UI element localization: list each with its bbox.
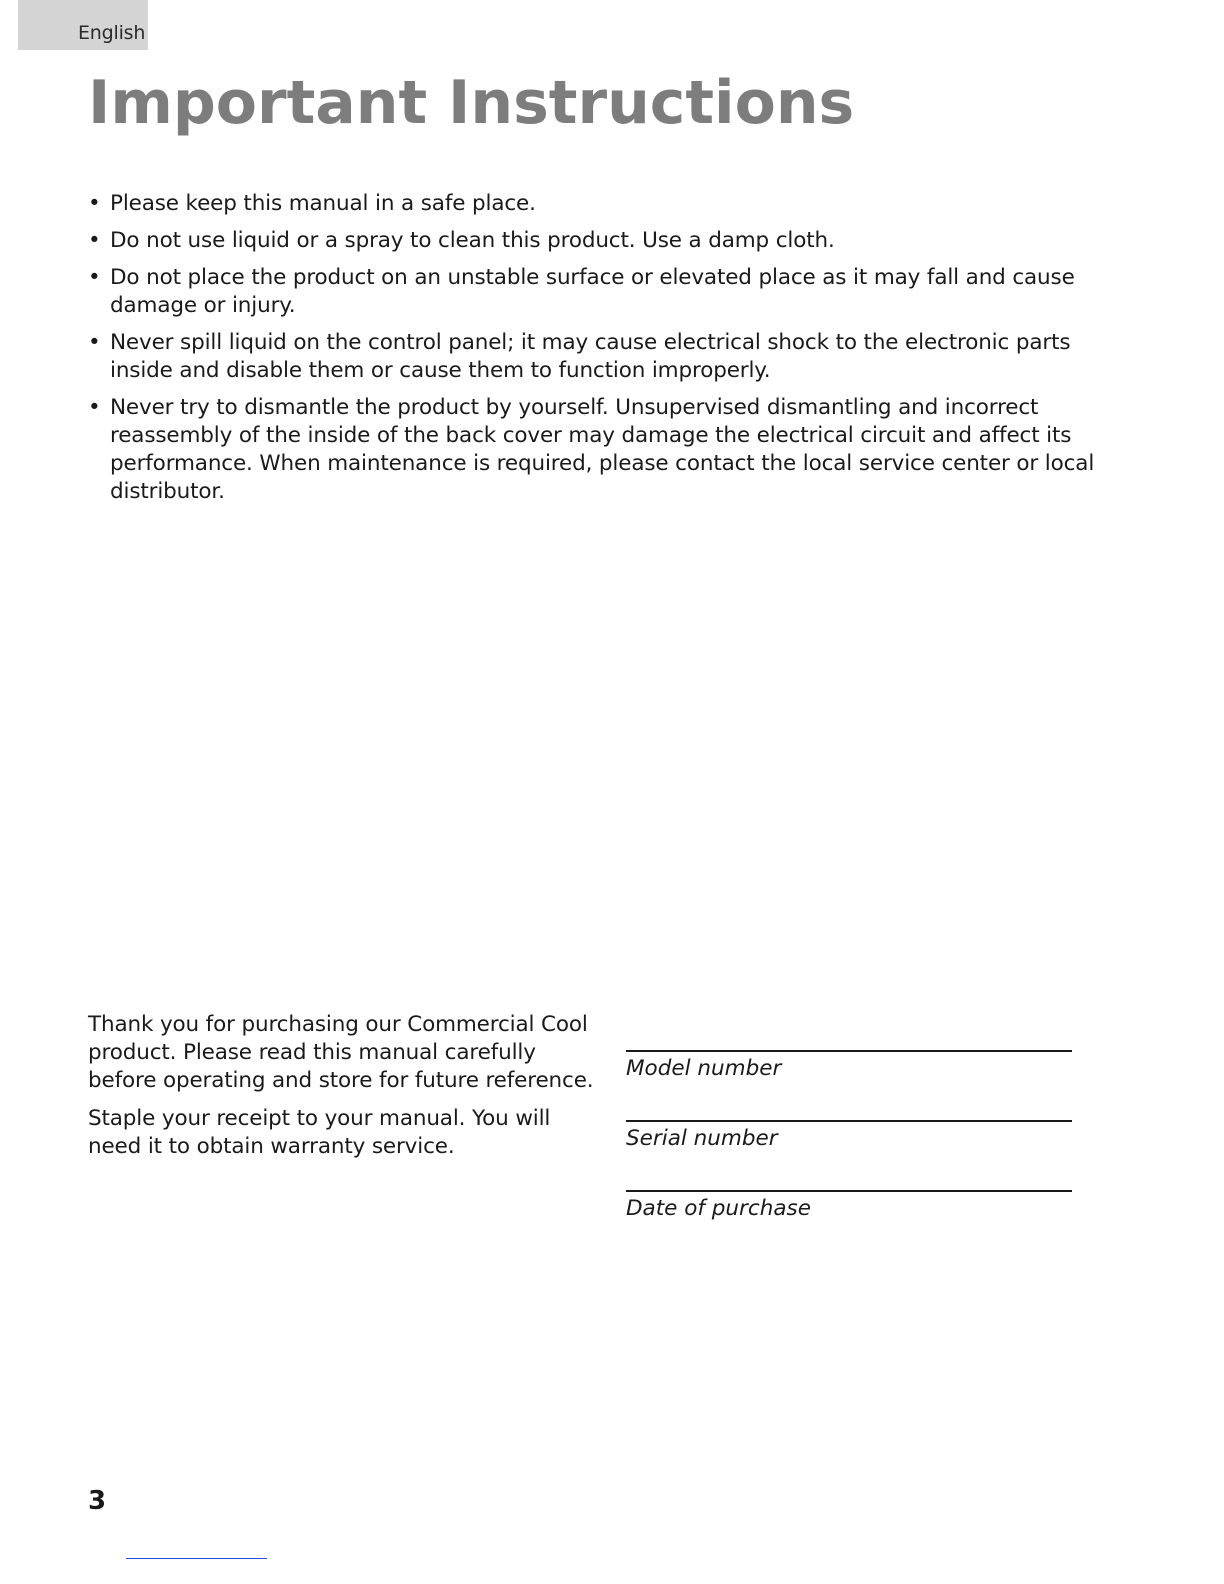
instructions-list [88,190,1138,515]
page-title: Important Instructions [88,68,855,138]
date-of-purchase-field: Date of purchase [626,1190,1072,1260]
thank-you-section [88,1011,608,1171]
language-tab: English [18,0,148,50]
receipt-paragraph: Staple your receipt to your manual. You will need it to obtain warranty service. [88,1106,551,1159]
footer-divider [126,1558,267,1559]
bullet-icon: • [88,228,101,253]
instruction-item [88,190,1138,218]
bullet-icon: • [88,395,101,420]
instruction-text: Never try to dismantle the product by yourself. Unsupervised dismantling and incorrect reassembly of the inside of the back cover may damage the electrical circuit and affect its performance. When maintenance is required, please contact the local service center or local distributor. [110,395,1095,504]
thank-you-paragraph: Thank you for purchasing our Commercial Cool product. Please read this manual carefully before operating and store for future reference. [88,1012,594,1093]
instruction-text: Do not place the product on an unstable surface or elevated place as it may fall and cause damage or injury. [110,265,1075,318]
bullet-icon: • [88,191,101,216]
page-number: 3 [88,1486,107,1516]
instruction-item [88,394,1138,506]
instruction-text: Never spill liquid on the control panel; it may cause electrical shock to the electronic parts inside and disable them or cause them to function improperly. [110,330,1071,383]
instruction-item [88,264,1138,320]
instruction-item [88,329,1138,385]
serial-number-field: Serial number [626,1120,1072,1190]
instruction-text: Do not use liquid or a spray to clean this product. Use a damp cloth. [110,228,835,253]
model-number-field: Model number [626,1050,1072,1120]
bullet-icon: • [88,330,101,355]
bullet-icon: • [88,265,101,290]
purchase-record-fields [626,1050,1072,1260]
instruction-item [88,227,1138,255]
instruction-text: Please keep this manual in a safe place. [110,191,536,216]
